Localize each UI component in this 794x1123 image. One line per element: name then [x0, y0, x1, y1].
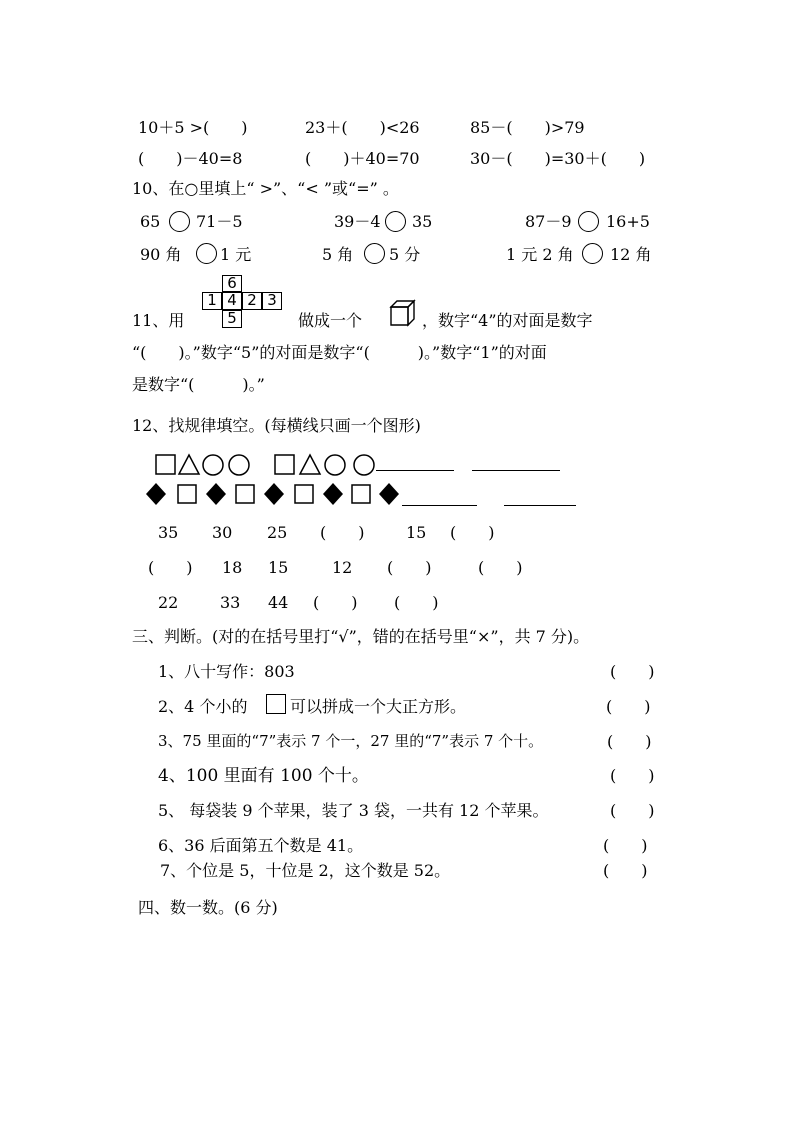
cube-net-figure [202, 275, 288, 329]
q9-r2-a: ( )－40=8 [138, 149, 243, 168]
compare-circle[interactable] [196, 243, 217, 264]
q10-r1-b-right: 35 [412, 212, 433, 231]
judge-answer-paren[interactable]: ( ) [603, 836, 648, 855]
judge-item-2: 2、4 个小的 [158, 697, 248, 716]
q10-r1-b-left: 39－4 [334, 212, 381, 231]
seq1-item: 35 [158, 523, 179, 542]
small-square-icon [266, 694, 286, 714]
q10-r1-a-left: 65 [140, 212, 161, 231]
judge-item-2-suffix: 可以拼成一个大正方形。 [290, 697, 467, 716]
seq3-item[interactable]: ( ) [313, 593, 358, 612]
answer-blank-line[interactable] [376, 470, 454, 471]
q9-r2-c: 30－( )=30＋( ) [470, 149, 646, 168]
net-cell-5: 5 [222, 310, 242, 328]
compare-circle[interactable] [364, 243, 385, 264]
seq3-item: 44 [268, 593, 289, 612]
net-cell-6: 6 [222, 275, 242, 292]
compare-circle[interactable] [582, 243, 603, 264]
judge-answer-paren[interactable]: ( ) [610, 662, 655, 681]
seq2-item: 12 [332, 558, 353, 577]
seq2-item[interactable]: ( ) [478, 558, 523, 577]
judge-item-6: 6、36 后面第五个数是 41。 [158, 836, 364, 855]
seq2-item[interactable]: ( ) [387, 558, 432, 577]
seq2-item: 18 [222, 558, 243, 577]
compare-circle[interactable] [385, 211, 406, 232]
q11-prefix: 11、用 [132, 311, 185, 330]
pattern-row-shapes [155, 452, 385, 476]
q9-r1-b: 23＋( )<26 [305, 118, 420, 137]
judge-answer-paren[interactable]: ( ) [606, 697, 651, 716]
cube-icon [389, 298, 417, 328]
judge-answer-paren[interactable]: ( ) [610, 766, 655, 785]
q10-r2-b-left: 5 角 [322, 245, 354, 264]
q10-title: 10、在○里填上“ >”、“< ”或“=” 。 [132, 179, 399, 198]
compare-circle[interactable] [169, 211, 190, 232]
judge-item-1: 1、八十写作：803 [158, 662, 295, 681]
q9-r1-a: 10＋5 >( ) [138, 118, 248, 137]
judge-answer-paren[interactable]: ( ) [603, 861, 648, 880]
seq1-item[interactable]: ( ) [450, 523, 495, 542]
judge-answer-paren[interactable]: ( ) [610, 801, 655, 820]
q10-r2-a-right: 1 元 [220, 245, 252, 264]
seq1-item[interactable]: ( ) [320, 523, 365, 542]
judge-item-5: 5、 每袋装 9 个苹果，装了 3 袋，一共有 12 个苹果。 [158, 801, 549, 820]
judge-item-4: 4、100 里面有 100 个十。 [158, 766, 369, 786]
section4-title: 四、数一数。(6 分) [138, 898, 278, 917]
seq3-item[interactable]: ( ) [394, 593, 439, 612]
seq2-item[interactable]: ( ) [148, 558, 193, 577]
seq1-item: 15 [406, 523, 427, 542]
answer-blank-line[interactable] [402, 505, 477, 506]
q11-middle: 做成一个 [298, 311, 363, 330]
seq1-item: 30 [212, 523, 233, 542]
judge-answer-paren[interactable]: ( ) [607, 732, 652, 751]
judge-item-3: 3、75 里面的“7”表示 7 个一，27 里的“7”表示 7 个十。 [158, 732, 544, 750]
q10-r1-c-right: 16+5 [606, 212, 650, 231]
pattern-row-shapes [145, 481, 405, 507]
q9-r2-b: ( )＋40=70 [305, 149, 420, 168]
q10-r2-c-right: 12 角 [610, 245, 652, 264]
q9-r1-c: 85－( )>79 [470, 118, 585, 137]
seq1-item: 25 [267, 523, 288, 542]
q10-r2-c-left: 1 元 2 角 [506, 245, 574, 264]
q10-r2-b-right: 5 分 [389, 245, 421, 264]
net-cell-1: 1 [202, 292, 222, 310]
q10-r1-a-right: 71－5 [196, 212, 243, 231]
q12-title: 12、找规律填空。(每横线只画一个图形) [132, 416, 421, 435]
net-cell-2: 2 [242, 292, 262, 310]
q10-r1-c-left: 87－9 [525, 212, 572, 231]
judge-item-7: 7、个位是 5，十位是 2，这个数是 52。 [160, 861, 451, 880]
seq3-item: 22 [158, 593, 179, 612]
answer-blank-line[interactable] [504, 505, 576, 506]
q10-r2-a-left: 90 角 [140, 245, 182, 264]
q11-rest1: ，数字“4”的对面是数字 [422, 311, 593, 330]
seq3-item: 33 [220, 593, 241, 612]
answer-blank-line[interactable] [472, 470, 560, 471]
section3-title: 三、判断。(对的在括号里打“√”，错的在括号里“×”，共 7 分)。 [132, 627, 590, 646]
seq2-item: 15 [268, 558, 289, 577]
q11-line3: 是数字“( )。” [132, 375, 265, 394]
net-cell-4: 4 [222, 292, 242, 310]
compare-circle[interactable] [578, 211, 599, 232]
net-cell-3: 3 [262, 292, 282, 310]
q11-line2: “( )。”数字“5”的对面是数字“( )。”数字“1”的对面 [132, 343, 547, 362]
